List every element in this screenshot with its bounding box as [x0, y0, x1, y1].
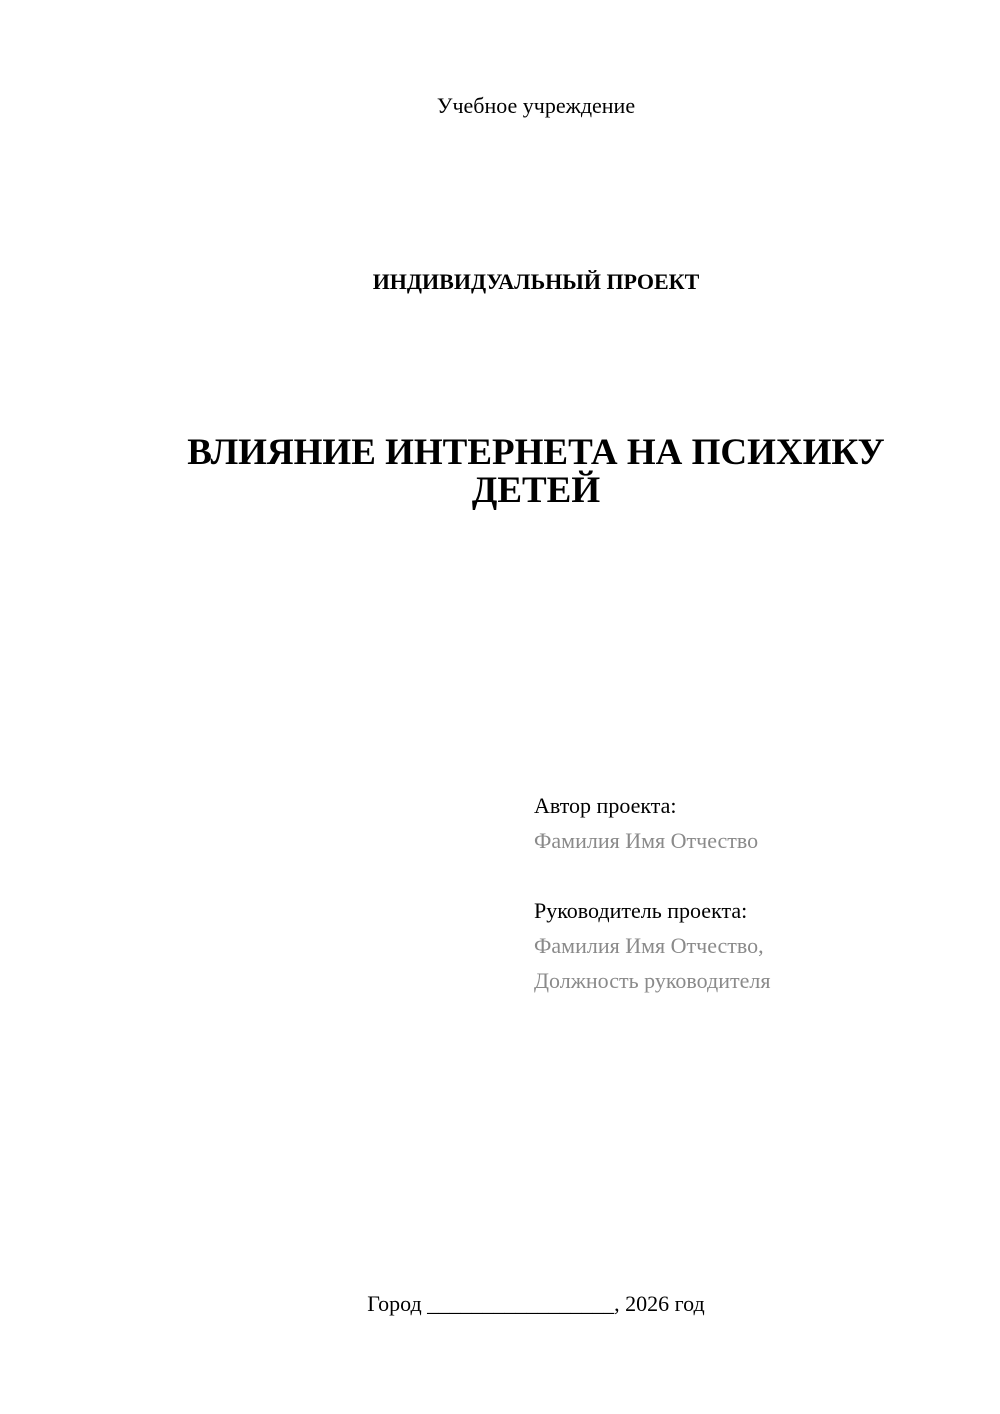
supervisor-position-placeholder: Должность руководителя — [534, 968, 771, 993]
author-name-placeholder: Фамилия Имя Отчество — [534, 828, 759, 853]
supervisor-name-placeholder: Фамилия Имя Отчество, — [534, 933, 764, 958]
project-type-heading: ИНДИВИДУАЛЬНЫЙ ПРОЕКТ — [372, 269, 700, 294]
project-title — [0, 434, 1000, 510]
project-title-line-1: ВЛИЯНИЕ ИНТЕРНЕТА НА ПСИХИКУ — [187, 432, 885, 473]
project-info-block — [534, 788, 770, 998]
project-title-line-2: ДЕТЕЙ — [471, 470, 601, 511]
institution-name: Учебное учреждение — [436, 93, 636, 118]
author-label: Автор проекта: — [534, 793, 677, 818]
city-year-footer: Город _________________, 2026 год — [367, 1291, 705, 1316]
supervisor-label: Руководитель проекта: — [534, 898, 748, 923]
info-spacer — [534, 858, 770, 893]
